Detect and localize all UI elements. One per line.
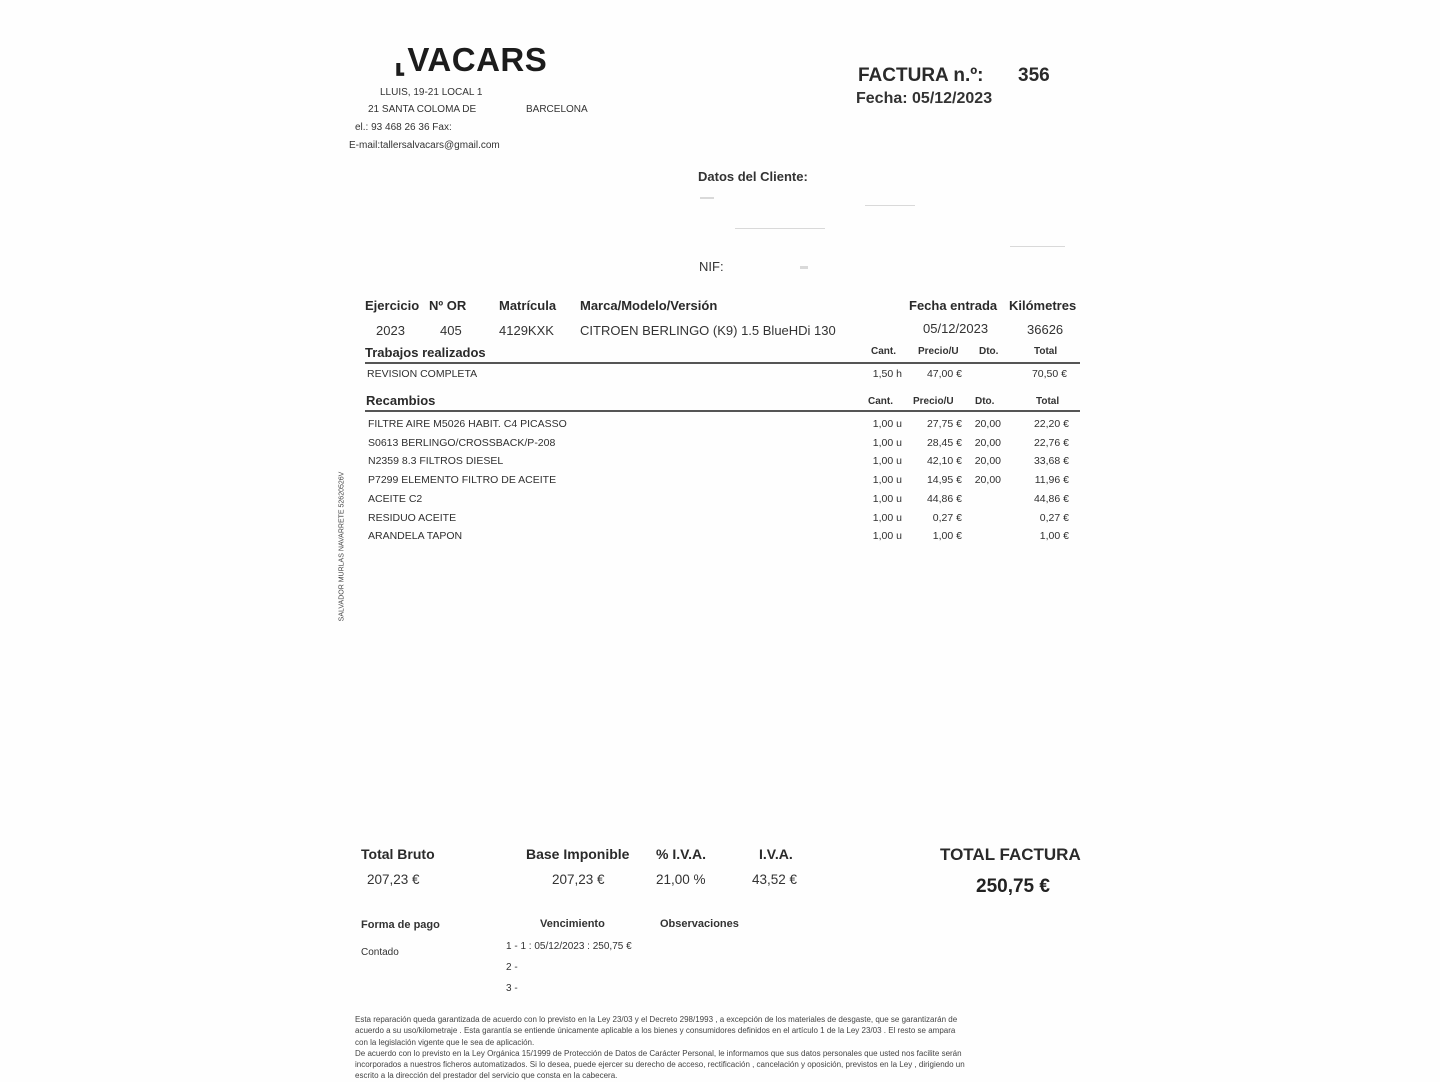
parts-header-rule xyxy=(365,410,1080,412)
legal-line: con la legislación vigente que le sea de aplicación. xyxy=(355,1037,535,1047)
observations-label: Observaciones xyxy=(660,918,739,930)
labor-row-total: 70,50 € xyxy=(1031,368,1067,380)
parts-section-title: Recambios xyxy=(366,393,436,408)
vehicle-header-or: Nº OR xyxy=(429,298,467,313)
part-quantity: 1,00 u xyxy=(872,511,902,524)
redacted-client-detail xyxy=(865,205,915,206)
company-address-line-1: LLUIS, 19-21 LOCAL 1 xyxy=(380,87,483,98)
invoice-number: 356 xyxy=(1018,65,1050,86)
vehicle-header-km: Kilómetres xyxy=(1009,298,1077,313)
part-total: 22,20 € xyxy=(1033,418,1069,430)
part-total: 11,96 € xyxy=(1034,474,1069,487)
part-discount: 20,00 xyxy=(974,436,1001,449)
base-imponible-label: Base Imponible xyxy=(526,846,630,862)
legal-line: acuerdo a su uso/kilometraje . Esta garantía se entiende únicamente aplicable a los bienes y consumidores definidos en el artículo 1 de la Ley 23/03 . El resto se ampara xyxy=(355,1026,956,1036)
part-quantity: 1,00 u xyxy=(872,492,902,505)
part-unit-price: 1,00 € xyxy=(932,530,962,543)
invoice-number-label: FACTURA n.º: xyxy=(858,65,984,86)
vehicle-or-number: 405 xyxy=(440,323,462,338)
part-description: S0613 BERLINGO/CROSSBACK/P-208 xyxy=(368,436,556,449)
vat-amount-value: 43,52 € xyxy=(752,872,798,887)
parts-col-qty: Cant. xyxy=(868,396,893,407)
part-quantity: 1,00 u xyxy=(872,436,902,449)
payment-method-label: Forma de pago xyxy=(361,919,440,931)
part-unit-price: 42,10 € xyxy=(926,455,962,468)
labor-section-title: Trabajos realizados xyxy=(365,345,486,360)
redacted-client-address xyxy=(735,228,825,229)
part-description: N2359 8.3 FILTROS DIESEL xyxy=(368,455,504,468)
total-factura-label: TOTAL FACTURA xyxy=(940,845,1081,864)
redacted-client-city xyxy=(1010,246,1065,247)
due-line-3: 3 - xyxy=(506,983,518,994)
vehicle-header-entry-date: Fecha entrada xyxy=(909,298,998,313)
parts-col-discount: Dto. xyxy=(975,396,995,407)
labor-header-rule xyxy=(365,362,1080,364)
legal-line: De acuerdo con lo previsto en la Ley Orgánica 15/1999 de Protección de Datos de Carácter Personal, le informamos que sus datos personales que usted nos facilite serán xyxy=(355,1048,962,1058)
part-unit-price: 0,27 € xyxy=(932,511,962,524)
vehicle-km: 36626 xyxy=(1027,322,1064,337)
part-quantity: 1,00 u xyxy=(872,418,902,430)
legal-footer xyxy=(355,1014,1085,1082)
part-quantity: 1,00 u xyxy=(872,474,902,487)
total-bruto-label: Total Bruto xyxy=(361,846,435,862)
side-registration-text: SALVADOR MURLAS NAVARRETE 52620526V xyxy=(338,471,346,622)
part-description: RESIDUO ACEITE xyxy=(368,511,457,524)
vehicle-header-plate: Matrícula xyxy=(499,298,557,313)
part-total: 0,27 € xyxy=(1039,511,1069,524)
part-discount: 20,00 xyxy=(974,418,1001,430)
vehicle-plate: 4129KXK xyxy=(499,323,554,338)
company-phone: el.: 93 468 26 36 Fax: xyxy=(355,122,452,133)
part-total: 22,76 € xyxy=(1033,436,1069,449)
legal-line: Esta reparación queda garantizada de acuerdo con lo previsto en la Ley 23/03 y el Decreto 298/1993 , a excepción de los materiales de desgaste, que se garantizarán de xyxy=(355,1015,958,1024)
vat-amount-label: I.V.A. xyxy=(759,846,793,862)
labor-col-qty: Cant. xyxy=(871,346,896,357)
part-total: 44,86 € xyxy=(1033,492,1069,505)
company-address-line-2: 21 SANTA COLOMA DE xyxy=(368,104,477,115)
part-unit-price: 44,86 € xyxy=(926,492,962,505)
company-city: BARCELONA xyxy=(526,104,588,115)
due-date-label: Vencimiento xyxy=(540,918,605,930)
base-imponible-value: 207,23 € xyxy=(552,872,605,887)
part-unit-price: 28,45 € xyxy=(926,436,962,449)
part-description: P7299 ELEMENTO FILTRO DE ACEITE xyxy=(368,474,557,487)
part-total: 33,68 € xyxy=(1033,455,1069,468)
redacted-client-name xyxy=(700,197,714,199)
part-discount: 20,00 xyxy=(974,474,1001,487)
legal-line: incorporados a nuestros ficheros automatizados. Si lo desea, puede ejercer su derecho de acceso, rectificación , cancelación y oposición, previstos en la Ley , dirigiendo un xyxy=(355,1060,965,1070)
company-logo: ⸤VACARS xyxy=(394,41,548,78)
due-line-2: 2 - xyxy=(506,962,518,973)
part-quantity: 1,00 u xyxy=(872,530,902,543)
legal-line: escrito a la dirección del prestador del servicio que consta en la cabecera. xyxy=(355,1071,618,1081)
company-email: E-mail:tallersalvacars@gmail.com xyxy=(349,140,500,151)
part-quantity: 1,00 u xyxy=(872,455,902,468)
vehicle-entry-date: 05/12/2023 xyxy=(923,321,989,336)
vehicle-year: 2023 xyxy=(376,323,405,338)
part-unit-price: 14,95 € xyxy=(926,474,962,487)
vat-percent-label: % I.V.A. xyxy=(656,846,707,862)
vehicle-header-ejercicio: Ejercicio xyxy=(365,298,420,313)
labor-row-desc: REVISION COMPLETA xyxy=(367,368,478,380)
redacted-client-nif xyxy=(800,266,808,269)
vat-percent-value: 21,00 % xyxy=(656,872,706,887)
parts-col-total: Total xyxy=(1036,396,1060,407)
invoice-date: Fecha: 05/12/2023 xyxy=(856,90,993,107)
payment-method-value: Contado xyxy=(361,947,399,958)
labor-col-total: Total xyxy=(1034,346,1058,357)
total-bruto-value: 207,23 € xyxy=(367,872,420,887)
vehicle-model: CITROEN BERLINGO (K9) 1.5 BlueHDi 130 xyxy=(580,323,836,338)
client-nif-label: NIF: xyxy=(699,259,724,274)
part-unit-price: 27,75 € xyxy=(926,418,962,430)
due-line-1: 1 - 1 : 05/12/2023 : 250,75 € xyxy=(506,941,632,952)
part-discount: 20,00 xyxy=(974,455,1001,468)
labor-col-discount: Dto. xyxy=(979,346,999,357)
client-section-title: Datos del Cliente: xyxy=(698,169,808,184)
part-total: 1,00 € xyxy=(1039,530,1069,543)
labor-row-price: 47,00 € xyxy=(926,368,962,380)
side-registration-note xyxy=(335,455,345,645)
parts-col-price: Precio/U xyxy=(913,396,954,407)
labor-row-qty: 1,50 h xyxy=(872,368,902,380)
vehicle-header-model: Marca/Modelo/Versión xyxy=(580,298,718,313)
part-description: FILTRE AIRE M5026 HABIT. C4 PICASSO xyxy=(368,418,567,430)
total-factura-value: 250,75 € xyxy=(976,876,1050,897)
labor-col-price: Precio/U xyxy=(918,346,959,357)
part-description: ACEITE C2 xyxy=(368,492,423,505)
part-description: ARANDELA TAPON xyxy=(368,530,463,543)
